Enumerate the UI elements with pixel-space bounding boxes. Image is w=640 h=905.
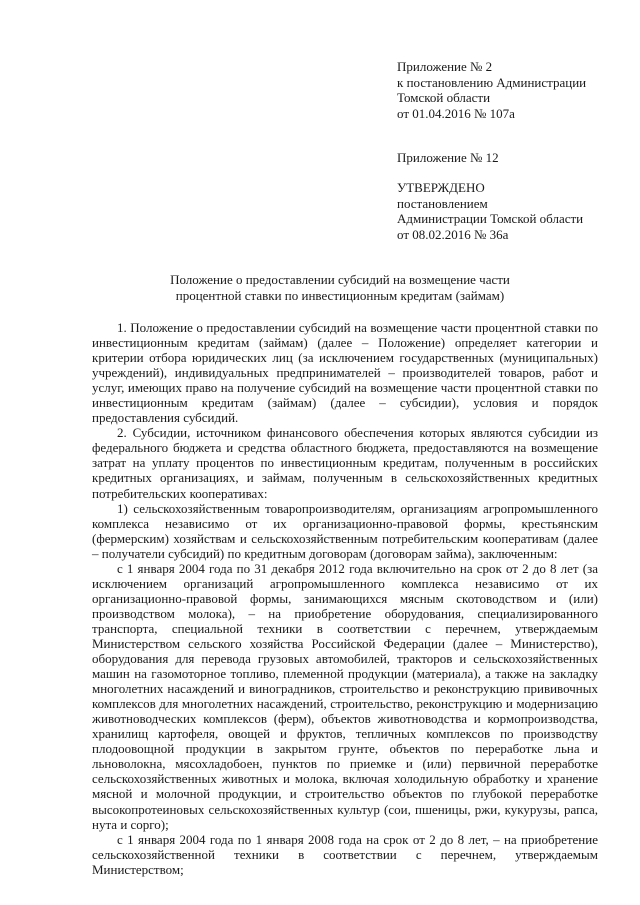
approval-stamp [397,180,583,242]
paragraph-2: 2. Субсидии, источником финансового обеспечения которых являются субсидии из федерального бюджета и средства областного бюджета, предоставляются на возмещение затрат на уплату процентов по инвестиционным кредитам, полученным в российских кредитных организациях, и займам, полученным в сельскохозяйственных кредитных потребительских кооперативах: [92,425,598,501]
approved-label: УТВЕРЖДЕНО [397,180,485,195]
paragraph-1: 1. Положение о предоставлении субсидий на возмещение части процентной ставки по инвестиционным кредитам (займам) (далее – Положение) определяет категории и критерии отбора юридических лиц (за исключением государственных (муниципальных) учреждений), индивидуальных предпринимателей – производителей товаров, работ и услуг, имеющих право на получение субсидий на возмещение части процентной ставки по инвестиционным кредитам (займам) (далее – субсидии), условия и порядок предоставления субсидий. [92,320,598,426]
document-title [140,272,540,304]
title-line-1: Положение о предоставлении субсидий на возмещение части [170,272,510,287]
appendix-12-header [397,150,499,166]
appendix-12-number: Приложение № 12 [397,150,499,165]
appendix-reference: к постановлению Администрации [397,74,587,90]
appendix-number: Приложение № 2 [397,59,493,74]
title-line-2: процентной ставки по инвестиционным кредитам (займам) [175,288,505,303]
paragraph-3: 1) сельскохозяйственным товаропроизводителям, организациям агропромышленного комплекса независимо от их организационно-правовой формы, крестьянским (фермерским) хозяйствам и сельскохозяйственным потребительским кооперативам (далее – получатели субсидий) по кредитным договорам (договорам займа), заключенным: [92,500,598,561]
appendix-date: от 01.04.2016 № 107а [397,105,515,121]
paragraph-5: с 1 января 2004 года по 1 января 2008 года на срок от 2 до 8 лет, – на приобретение сельскохозяйственной техники в соответствии с перечнем, утверждаемым Министерством; [92,831,598,877]
paragraph-4: с 1 января 2004 года по 31 декабря 2012 года включительно на срок от 2 до 8 лет (за исключением организаций агропромышленного комплекса независимо от их организационно-правовой формы, занимающихся мясным скотоводством и (или) производством молока), – на приобретение оборудования, специализированного транспорта, специальной техники в соответствии с перечнем, утверждаемым Министерством сельского хозяйства Российской Федерации (далее – Министерство), оборудования для перевода грузовых автомобилей, тракторов и сельскохозяйственных машин на газомоторное топливо, племенной продукции (материала), а также на закладку многолетних насаждений и виноградников, строительство и реконструкцию прививочных комплексов для многолетних насаждений, строительство, реконструкцию и модернизацию животноводческих комплексов (ферм), объектов животноводства и кормопроизводства, хранилищ картофеля, овощей и фруктов, тепличных комплексов по производству плодоовощной продукции в закрытом грунте, объектов по переработке льна и льноволокна, мясохладобоен, пунктов по приемке и (или) первичной переработке сельскохозяйственных животных и молока, включая холодильную обработку и хранение мясной и молочной продукции, и строительство объектов по глубокой переработке высокопротеиновых сельскохозяйственных культур (сои, пшеницы, ржи, кукурузы, рапса, нута и сорго); [92,560,598,832]
approved-by: постановлением [397,195,488,211]
approved-date: от 08.02.2016 № 36а [397,226,509,242]
document-body [92,320,598,877]
appendix-region: Томской области [397,90,491,106]
appendix-header [397,59,586,121]
approved-authority: Администрации Томской области [397,211,584,227]
